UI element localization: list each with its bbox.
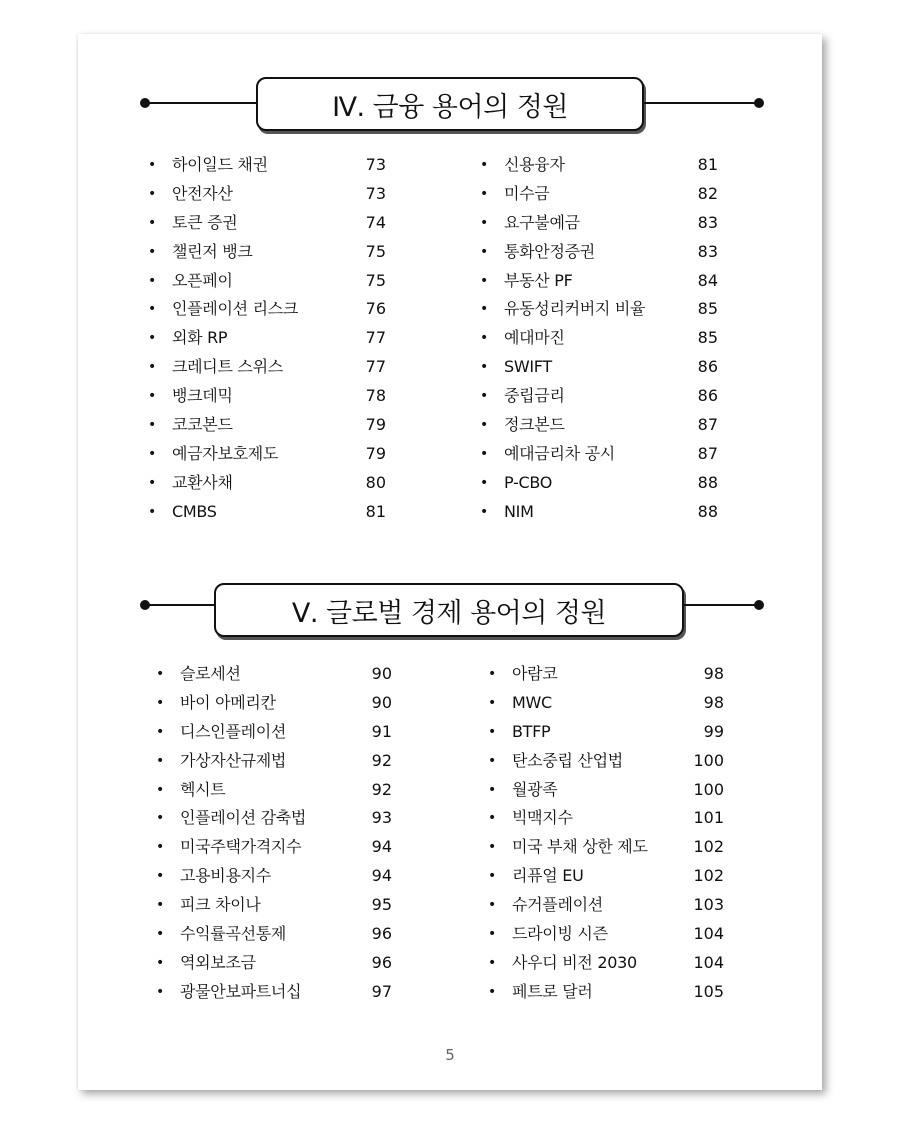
bullet-icon: • (156, 897, 165, 914)
toc-term: 신용융자 (504, 155, 565, 174)
section-title: Ⅴ. 글로벌 경제 용어의 정원 (291, 597, 607, 629)
bullet-icon: • (148, 301, 157, 318)
toc-term: 부동산 PF (504, 270, 573, 290)
toc-page-number: 75 (365, 241, 386, 261)
toc-entry (480, 209, 720, 238)
toc-entry (480, 498, 720, 527)
toc-entry (148, 469, 388, 498)
toc-column-left (156, 660, 396, 1007)
toc-term: 미국 부채 상한 제도 (512, 837, 648, 857)
toc-page-number: 87 (697, 415, 718, 435)
bullet-icon: • (156, 666, 165, 682)
toc-entry (156, 776, 396, 805)
header-left-rule (144, 102, 258, 104)
header-right-rule (642, 102, 758, 104)
toc-term: 드라이빙 시즌 (512, 924, 608, 944)
toc-entry (156, 891, 396, 920)
bullet-icon: • (488, 694, 497, 711)
bullet-icon: • (480, 272, 489, 289)
toc-entry (480, 238, 720, 267)
toc-page-number: 77 (365, 357, 386, 377)
toc-entry (488, 833, 728, 862)
toc-term: 가상자산규제법 (180, 750, 287, 770)
bullet-icon: • (148, 157, 157, 173)
toc-entry (488, 862, 728, 891)
bullet-icon: • (148, 388, 157, 405)
toc-entry (156, 718, 396, 747)
toc-term: 안전자산 (172, 183, 233, 203)
toc-term: 오픈페이 (172, 270, 233, 290)
document-page (78, 34, 822, 1090)
toc-term: 광물안보파트너십 (180, 981, 302, 1001)
toc-page-number: 100 (693, 779, 724, 799)
toc-page-number: 78 (365, 386, 386, 406)
toc-entry (148, 382, 388, 411)
bullet-icon: • (488, 983, 497, 1000)
toc-term: 사우디 비전 2030 (512, 952, 637, 972)
bullet-icon: • (480, 214, 489, 231)
toc-page-number: 105 (693, 981, 724, 1001)
toc-page-number: 86 (697, 357, 718, 377)
toc-entry (480, 353, 720, 382)
toc-page-number: 82 (697, 183, 718, 203)
toc-page-number: 92 (371, 779, 392, 799)
toc-entry (488, 689, 728, 718)
toc-page-number: 83 (697, 241, 718, 261)
toc-term: 헥시트 (180, 779, 226, 799)
bullet-icon: • (156, 694, 165, 711)
toc-term: NIM (504, 501, 534, 521)
toc-term: 예금자보호제도 (172, 443, 279, 463)
toc-page-number: 80 (365, 472, 386, 492)
toc-page-number: 88 (697, 472, 718, 492)
bullet-icon: • (480, 301, 489, 318)
toc-term: 요구불예금 (504, 212, 580, 232)
toc-entry (156, 689, 396, 718)
toc-term: BTFP (512, 721, 551, 741)
toc-page-number: 100 (693, 750, 724, 770)
bullet-icon: • (156, 926, 165, 943)
bullet-icon: • (488, 868, 497, 885)
toc-page-number: 84 (697, 270, 718, 290)
bullet-icon: • (156, 810, 165, 827)
bullet-icon: • (148, 214, 157, 231)
bullet-icon: • (480, 474, 489, 491)
toc-term: 외화 RP (172, 328, 228, 348)
bullet-icon: • (156, 723, 165, 740)
toc-entry (488, 804, 728, 833)
toc-entry (480, 440, 720, 469)
toc-page-number: 79 (365, 415, 386, 435)
toc-entry (480, 180, 720, 209)
toc-term: 챌린저 뱅크 (172, 241, 253, 261)
bullet-icon: • (488, 954, 497, 971)
toc-entry (148, 353, 388, 382)
bullet-icon: • (480, 417, 489, 434)
toc-term: CMBS (172, 501, 217, 521)
toc-term: 디스인플레이션 (180, 721, 287, 741)
toc-page-number: 85 (697, 299, 718, 319)
bullet-icon: • (156, 954, 165, 971)
toc-page-number: 73 (365, 183, 386, 203)
toc-entry (156, 978, 396, 1007)
toc-term: 피크 차이나 (180, 895, 261, 915)
bullet-icon: • (480, 359, 489, 376)
toc-page-number: 90 (371, 692, 392, 712)
toc-page-number: 77 (365, 328, 386, 348)
toc-column-right (480, 151, 720, 527)
toc-page-number: 76 (365, 299, 386, 319)
toc-entry (480, 324, 720, 353)
toc-term: 인플레이션 감축법 (180, 808, 307, 828)
toc-entry (156, 833, 396, 862)
toc-page-number: 91 (371, 721, 392, 741)
toc-entry (480, 295, 720, 324)
toc-page-number: 73 (365, 155, 386, 174)
toc-page-number: 95 (371, 895, 392, 915)
bullet-icon: • (488, 781, 497, 798)
toc-term: 빅맥지수 (512, 808, 573, 828)
toc-term: 수익률곡선통제 (180, 924, 287, 944)
toc-entry (148, 411, 388, 440)
toc-page-number: 81 (365, 501, 386, 521)
toc-entry (488, 891, 728, 920)
bullet-icon: • (480, 445, 489, 462)
bullet-icon: • (156, 983, 165, 1000)
toc-page-number: 83 (697, 212, 718, 232)
toc-entry (148, 151, 388, 180)
page-number: 5 (445, 1046, 455, 1064)
toc-entry (488, 920, 728, 949)
toc-page-number: 86 (697, 386, 718, 406)
toc-entry (148, 209, 388, 238)
bullet-icon: • (488, 752, 497, 769)
bullet-icon: • (488, 926, 497, 943)
bullet-icon: • (480, 330, 489, 347)
toc-page-number: 102 (693, 866, 724, 886)
toc-entry (156, 949, 396, 978)
toc-term: 미국주택가격지수 (180, 837, 302, 857)
toc-entry (148, 180, 388, 209)
bullet-icon: • (148, 185, 157, 202)
bullet-icon: • (488, 897, 497, 914)
toc-term: 유동성리커버지 비율 (504, 299, 646, 319)
toc-page-number: 96 (371, 952, 392, 972)
toc-entry (480, 382, 720, 411)
toc-term: SWIFT (504, 357, 552, 377)
toc-entry (488, 949, 728, 978)
toc-term: 코코본드 (172, 415, 233, 435)
toc-term: 리퓨얼 EU (512, 866, 584, 886)
toc-term: 역외보조금 (180, 952, 256, 972)
toc-page-number: 88 (697, 501, 718, 521)
toc-term: 고용비용지수 (180, 866, 271, 886)
toc-term: 통화안정증권 (504, 241, 595, 261)
toc-page-number: 98 (703, 692, 724, 712)
toc-page-number: 87 (697, 443, 718, 463)
toc-entry (480, 469, 720, 498)
toc-term: 크레디트 스위스 (172, 357, 283, 377)
bullet-icon: • (148, 359, 157, 376)
toc-term: 탄소중립 산업법 (512, 750, 623, 770)
toc-term: MWC (512, 692, 552, 712)
toc-term: 슈거플레이션 (512, 895, 603, 915)
toc-term: P-CBO (504, 472, 553, 492)
toc-page-number: 96 (371, 924, 392, 944)
toc-page-number: 99 (703, 721, 724, 741)
bullet-icon: • (156, 781, 165, 798)
bullet-icon: • (148, 445, 157, 462)
toc-term: 아람코 (512, 664, 558, 683)
toc-term: 정크본드 (504, 415, 565, 435)
toc-entry (480, 267, 720, 296)
toc-term: 중립금리 (504, 386, 565, 406)
toc-term: 바이 아메리칸 (180, 692, 276, 712)
toc-page-number: 93 (371, 808, 392, 828)
toc-entry (488, 660, 728, 689)
toc-page-number: 104 (693, 952, 724, 972)
toc-term: 미수금 (504, 183, 550, 203)
toc-page-number: 85 (697, 328, 718, 348)
toc-entry (488, 718, 728, 747)
toc-page-number: 101 (693, 808, 724, 828)
header-right-dot (754, 98, 764, 108)
toc-term: 예대금리차 공시 (504, 443, 615, 463)
toc-entry (156, 747, 396, 776)
bullet-icon: • (480, 157, 489, 173)
bullet-icon: • (148, 417, 157, 434)
toc-page-number: 75 (365, 270, 386, 290)
section-title-box (214, 583, 684, 637)
toc-term: 하이일드 채권 (172, 155, 268, 174)
toc-entry (148, 267, 388, 296)
toc-entry (480, 411, 720, 440)
bullet-icon: • (148, 330, 157, 347)
toc-entry (488, 776, 728, 805)
toc-term: 슬로세션 (180, 664, 241, 683)
toc-term: 교환사채 (172, 472, 233, 492)
toc-page-number: 92 (371, 750, 392, 770)
bullet-icon: • (148, 474, 157, 491)
toc-page-number: 94 (371, 837, 392, 857)
bullet-icon: • (480, 388, 489, 405)
bullet-icon: • (480, 503, 489, 520)
header-right-rule (682, 604, 758, 606)
header-right-dot (754, 600, 764, 610)
toc-page-number: 94 (371, 866, 392, 886)
bullet-icon: • (156, 868, 165, 885)
toc-entry (148, 440, 388, 469)
bullet-icon: • (156, 752, 165, 769)
toc-entry (488, 978, 728, 1007)
bullet-icon: • (488, 723, 497, 740)
toc-entry (156, 660, 396, 689)
toc-page-number: 74 (365, 212, 386, 232)
header-left-rule (144, 604, 216, 606)
toc-page-number: 104 (693, 924, 724, 944)
section-title-box (256, 77, 644, 131)
bullet-icon: • (488, 810, 497, 827)
section-title: Ⅳ. 금융 용어의 정원 (332, 91, 568, 123)
bullet-icon: • (480, 185, 489, 202)
bullet-icon: • (148, 272, 157, 289)
toc-page-number: 81 (697, 155, 718, 174)
toc-column-right (488, 660, 728, 1007)
toc-term: 토큰 증권 (172, 212, 238, 232)
toc-term: 뱅크데믹 (172, 386, 233, 406)
bullet-icon: • (148, 243, 157, 260)
toc-page-number: 103 (693, 895, 724, 915)
toc-page-number: 79 (365, 443, 386, 463)
bullet-icon: • (148, 503, 157, 520)
toc-term: 월광족 (512, 779, 558, 799)
toc-page-number: 102 (693, 837, 724, 857)
toc-entry (148, 324, 388, 353)
bullet-icon: • (156, 839, 165, 856)
toc-term: 예대마진 (504, 328, 565, 348)
toc-entry (148, 238, 388, 267)
toc-entry (156, 920, 396, 949)
toc-entry (488, 747, 728, 776)
toc-column-left (148, 151, 388, 527)
toc-page-number: 97 (371, 981, 392, 1001)
toc-entry (480, 151, 720, 180)
toc-entry (148, 295, 388, 324)
toc-entry (148, 498, 388, 527)
toc-entry (156, 804, 396, 833)
bullet-icon: • (488, 839, 497, 856)
toc-page-number: 98 (703, 664, 724, 683)
bullet-icon: • (488, 666, 497, 682)
toc-entry (156, 862, 396, 891)
bullet-icon: • (480, 243, 489, 260)
toc-page-number: 90 (371, 664, 392, 683)
toc-term: 페트로 달러 (512, 981, 593, 1001)
toc-term: 인플레이션 리스크 (172, 299, 299, 319)
